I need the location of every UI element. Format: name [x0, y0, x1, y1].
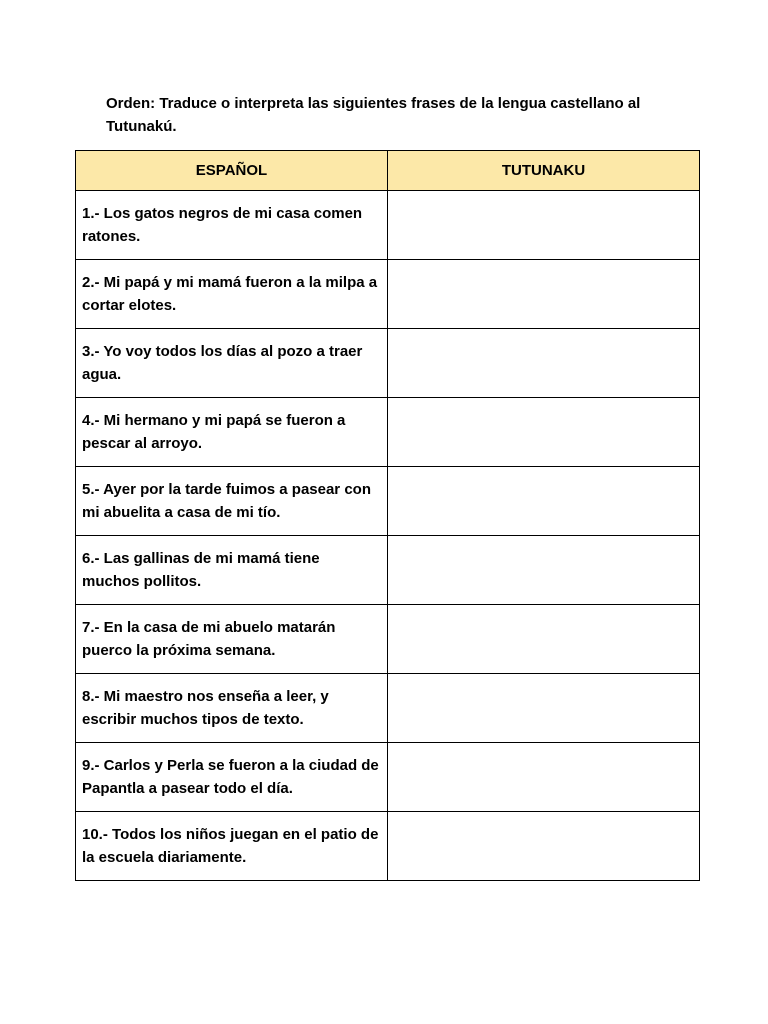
table-row — [76, 743, 700, 812]
tutunaku-answer-cell[interactable] — [388, 329, 700, 398]
tutunaku-answer-cell[interactable] — [388, 743, 700, 812]
spanish-phrase: 2.- Mi papá y mi mamá fueron a la milpa a cortar elotes. — [76, 260, 388, 329]
tutunaku-answer-cell[interactable] — [388, 398, 700, 467]
table-row — [76, 812, 700, 881]
tutunaku-answer-cell[interactable] — [388, 191, 700, 260]
tutunaku-answer-cell[interactable] — [388, 260, 700, 329]
spanish-phrase: 3.- Yo voy todos los días al pozo a traer agua. — [76, 329, 388, 398]
table-row — [76, 536, 700, 605]
table-row — [76, 398, 700, 467]
spanish-phrase: 7.- En la casa de mi abuelo matarán puerco la próxima semana. — [76, 605, 388, 674]
table-row — [76, 191, 700, 260]
header-espanol: ESPAÑOL — [76, 151, 388, 191]
spanish-phrase: 10.- Todos los niños juegan en el patio de la escuela diariamente. — [76, 812, 388, 881]
tutunaku-answer-cell[interactable] — [388, 467, 700, 536]
tutunaku-answer-cell[interactable] — [388, 536, 700, 605]
table-row — [76, 605, 700, 674]
spanish-phrase: 4.- Mi hermano y mi papá se fueron a pescar al arroyo. — [76, 398, 388, 467]
tutunaku-answer-cell[interactable] — [388, 605, 700, 674]
table-header-row — [76, 151, 700, 191]
tutunaku-answer-cell[interactable] — [388, 812, 700, 881]
translation-table — [75, 150, 700, 881]
spanish-phrase: 6.- Las gallinas de mi mamá tiene muchos pollitos. — [76, 536, 388, 605]
table-row — [76, 674, 700, 743]
spanish-phrase: 1.- Los gatos negros de mi casa comen ratones. — [76, 191, 388, 260]
table-row — [76, 467, 700, 536]
instruction-text: Orden: Traduce o interpreta las siguientes frases de la lengua castellano al Tutunakú. — [106, 95, 641, 135]
spanish-phrase: 5.- Ayer por la tarde fuimos a pasear con mi abuelita a casa de mi tío. — [76, 467, 388, 536]
tutunaku-answer-cell[interactable] — [388, 674, 700, 743]
spanish-phrase: 8.- Mi maestro nos enseña a leer, y escribir muchos tipos de texto. — [76, 674, 388, 743]
table-row — [76, 329, 700, 398]
header-tutunaku: TUTUNAKU — [388, 151, 700, 191]
spanish-phrase: 9.- Carlos y Perla se fueron a la ciudad de Papantla a pasear todo el día. — [76, 743, 388, 812]
table-row — [76, 260, 700, 329]
